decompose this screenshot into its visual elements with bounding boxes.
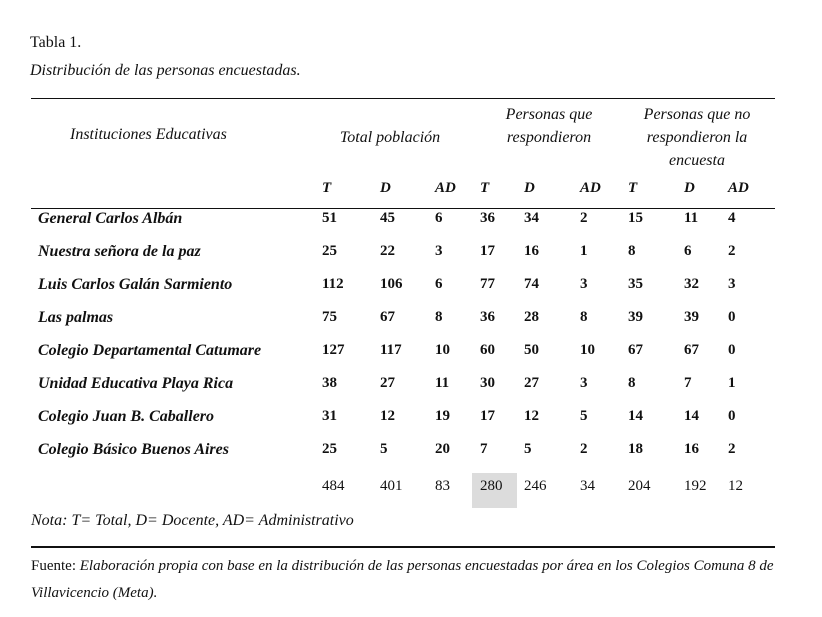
- group-line: respondieron la: [646, 129, 748, 146]
- table-cell: 2: [728, 441, 736, 457]
- subheader-cell: D: [380, 180, 391, 196]
- subheader-cell: T: [628, 180, 638, 196]
- table-cell: 67: [628, 342, 643, 358]
- total-cell: 204: [628, 478, 651, 494]
- table-cell: 36: [480, 309, 495, 325]
- table-cell: 8: [435, 309, 443, 325]
- group-line: respondieron: [506, 129, 592, 146]
- table-cell: 17: [480, 243, 495, 259]
- table-cell: 112: [322, 276, 344, 292]
- subheader-cell: D: [524, 180, 535, 196]
- table-cell: 74: [524, 276, 539, 292]
- table-cell: 106: [380, 276, 403, 292]
- table-cell: 5: [380, 441, 388, 457]
- table-cell: 8: [580, 309, 588, 325]
- table-cell: 11: [684, 210, 699, 226]
- table-cell: 60: [480, 342, 495, 358]
- table-cell: 75: [322, 309, 337, 325]
- table-cell: 1: [728, 375, 736, 391]
- table-note: Nota: T= Total, D= Docente, AD= Administrativo: [31, 512, 354, 529]
- table-cell: 8: [628, 243, 636, 259]
- table-cell: 51: [322, 210, 337, 226]
- table-cell: 20: [435, 441, 450, 457]
- total-cell: 83: [435, 478, 450, 494]
- source-text: Elaboración propia con base en la distribución de las personas encuestadas por área en los Colegios Comuna 8 de Villavicencio (Meta).: [31, 558, 774, 601]
- total-cell: 280: [480, 478, 503, 494]
- table-cell: 11: [435, 375, 450, 391]
- table-cell: 12: [524, 408, 539, 424]
- source-note: [31, 553, 791, 607]
- table-cell: 34: [524, 210, 539, 226]
- table-cell: 0: [728, 309, 736, 325]
- table-cell: 6: [435, 276, 443, 292]
- table-cell: 6: [684, 243, 692, 259]
- table-cell: 25: [322, 243, 337, 259]
- group-no-respondieron: [622, 103, 772, 172]
- table-cell: 0: [728, 408, 736, 424]
- table-cell: 5: [580, 408, 588, 424]
- institution-name: Colegio Básico Buenos Aires: [38, 441, 229, 458]
- table-cell: 39: [628, 309, 643, 325]
- table-header-rule: [31, 208, 775, 209]
- subheader-cell: AD: [728, 180, 749, 196]
- table-cell: 0: [728, 342, 736, 358]
- table-cell: 10: [435, 342, 450, 358]
- table-cell: 1: [580, 243, 588, 259]
- table-top-rule: [31, 98, 775, 99]
- total-cell: 246: [524, 478, 547, 494]
- table-cell: 3: [728, 276, 736, 292]
- table-cell: 12: [380, 408, 395, 424]
- table-cell: 67: [684, 342, 699, 358]
- group-respondieron: [478, 103, 620, 149]
- caption-title: Distribución de las personas encuestadas.: [30, 62, 301, 79]
- table-row: [0, 441, 822, 471]
- table-cell: 28: [524, 309, 539, 325]
- subheader-cell: AD: [580, 180, 601, 196]
- header-institutions: Instituciones Educativas: [70, 126, 227, 143]
- institution-name: Las palmas: [38, 309, 114, 326]
- table-row: [0, 408, 822, 438]
- subheader-row: [0, 180, 822, 210]
- total-cell: 484: [322, 478, 345, 494]
- totals-row: [0, 478, 822, 508]
- table-cell: 4: [728, 210, 736, 226]
- group-line: Total población: [339, 129, 441, 146]
- table-cell: 16: [524, 243, 539, 259]
- institution-name: Nuestra señora de la paz: [38, 243, 201, 260]
- table-row: [0, 243, 822, 273]
- table-cell: 39: [684, 309, 699, 325]
- table-cell: 19: [435, 408, 450, 424]
- table-row: [0, 375, 822, 405]
- table-cell: 2: [580, 210, 588, 226]
- institution-name: Luis Carlos Galán Sarmiento: [38, 276, 233, 293]
- table-cell: 14: [628, 408, 643, 424]
- subheader-cell: AD: [435, 180, 456, 196]
- group-line: Personas que no: [643, 106, 751, 123]
- institution-name: General Carlos Albán: [38, 210, 183, 227]
- caption-label: Tabla 1.: [30, 34, 82, 51]
- subheader-cell: T: [322, 180, 332, 196]
- table-cell: 117: [380, 342, 402, 358]
- table-cell: 2: [580, 441, 588, 457]
- table-cell: 3: [435, 243, 443, 259]
- table-cell: 36: [480, 210, 495, 226]
- table-row: [0, 210, 822, 240]
- institution-name: Unidad Educativa Playa Rica: [38, 375, 234, 392]
- table-cell: 27: [380, 375, 395, 391]
- group-line: Personas que: [505, 106, 593, 123]
- table-cell: 38: [322, 375, 337, 391]
- subheader-cell: T: [480, 180, 490, 196]
- group-line: encuesta: [669, 152, 725, 169]
- table-row: [0, 276, 822, 306]
- total-cell: 401: [380, 478, 403, 494]
- table-cell: 25: [322, 441, 337, 457]
- table-cell: 32: [684, 276, 699, 292]
- table-cell: 17: [480, 408, 495, 424]
- table-row: [0, 309, 822, 339]
- table-cell: 77: [480, 276, 495, 292]
- subheader-cell: D: [684, 180, 695, 196]
- table-cell: 10: [580, 342, 595, 358]
- group-total-poblacion: [320, 126, 460, 149]
- footer-rule: [31, 546, 775, 548]
- table-cell: 3: [580, 276, 588, 292]
- institution-name: Colegio Departamental Catumare: [38, 342, 262, 359]
- table-cell: 18: [628, 441, 643, 457]
- table-cell: 50: [524, 342, 539, 358]
- table-cell: 31: [322, 408, 337, 424]
- table-row: [0, 342, 822, 372]
- table-cell: 16: [684, 441, 699, 457]
- table-cell: 22: [380, 243, 395, 259]
- table-cell: 35: [628, 276, 643, 292]
- table-cell: 3: [580, 375, 588, 391]
- table-cell: 14: [684, 408, 699, 424]
- table-cell: 6: [435, 210, 443, 226]
- table-cell: 127: [322, 342, 345, 358]
- table-cell: 8: [628, 375, 636, 391]
- table-cell: 67: [380, 309, 395, 325]
- total-cell: 12: [728, 478, 743, 494]
- total-cell: 192: [684, 478, 707, 494]
- table-cell: 2: [728, 243, 736, 259]
- table-cell: 45: [380, 210, 395, 226]
- source-lead: Fuente:: [31, 558, 80, 574]
- table-cell: 27: [524, 375, 539, 391]
- table-cell: 7: [684, 375, 692, 391]
- table-cell: 5: [524, 441, 532, 457]
- table-cell: 7: [480, 441, 488, 457]
- institution-name: Colegio Juan B. Caballero: [38, 408, 215, 425]
- total-cell: 34: [580, 478, 595, 494]
- table-cell: 30: [480, 375, 495, 391]
- table-cell: 15: [628, 210, 643, 226]
